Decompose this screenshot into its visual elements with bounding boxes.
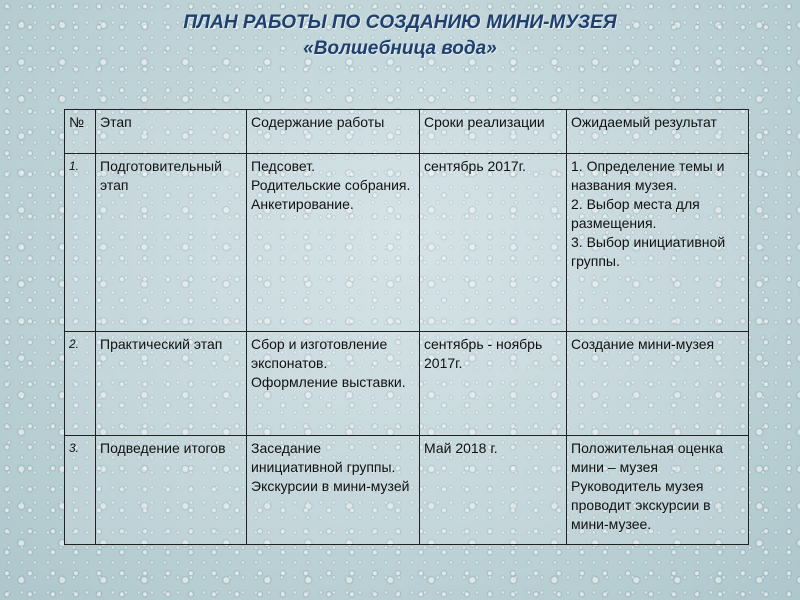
header-stage: Этап [96,110,247,154]
table-row [65,332,749,436]
row-stage: Практический этап [96,332,247,436]
row-period: сентябрь - ноябрь 2017г. [420,332,567,436]
row-result [567,436,749,545]
row-content [247,332,420,436]
result-item: 2. Выбор места для размещения. [571,196,700,231]
content-item: Сбор и изготовление экспонатов. [251,336,388,371]
row-number: 3. [65,436,96,545]
content-item: Заседание инициативной группы. [251,440,396,475]
result-item: Положительная оценка мини – музея [571,440,724,475]
row-result [567,332,749,436]
header-result: Ожидаемый результат [567,110,749,154]
row-period: сентябрь 2017г. [420,154,567,332]
content-item: Анкетирование. [251,196,354,212]
row-content [247,436,420,545]
result-item: 1. Определение темы и названия музея. [571,158,725,193]
row-period: Май 2018 г. [420,436,567,545]
result-item: Создание мини-музея [571,336,715,352]
content-item: Оформление выставки. [251,374,406,390]
title-block [0,10,800,62]
content-item: Экскурсии в мини-музей [251,478,410,494]
page-title: ПЛАН РАБОТЫ ПО СОЗДАНИЮ МИНИ-МУЗЕЯ [183,12,617,33]
row-number: 1. [65,154,96,332]
work-plan-table [64,109,749,545]
page-subtitle: «Волшебница вода» [303,38,497,59]
result-item: Руководитель музея проводит экскурсии в мини-музее. [571,478,711,532]
header-number: № [65,110,96,154]
header-period: Сроки реализации [420,110,567,154]
row-number: 2. [65,332,96,436]
header-content: Содержание работы [247,110,420,154]
row-content [247,154,420,332]
content-item: Педсовет. [251,158,316,174]
table-row [65,154,749,332]
row-stage: Подведение итогов [96,436,247,545]
row-result [567,154,749,332]
content-item: Родительские собрания. [251,177,411,193]
table-header-row [65,110,749,154]
result-item: 3. Выбор инициативной группы. [571,234,726,269]
row-stage: Подготовительный этап [96,154,247,332]
table-row [65,436,749,545]
